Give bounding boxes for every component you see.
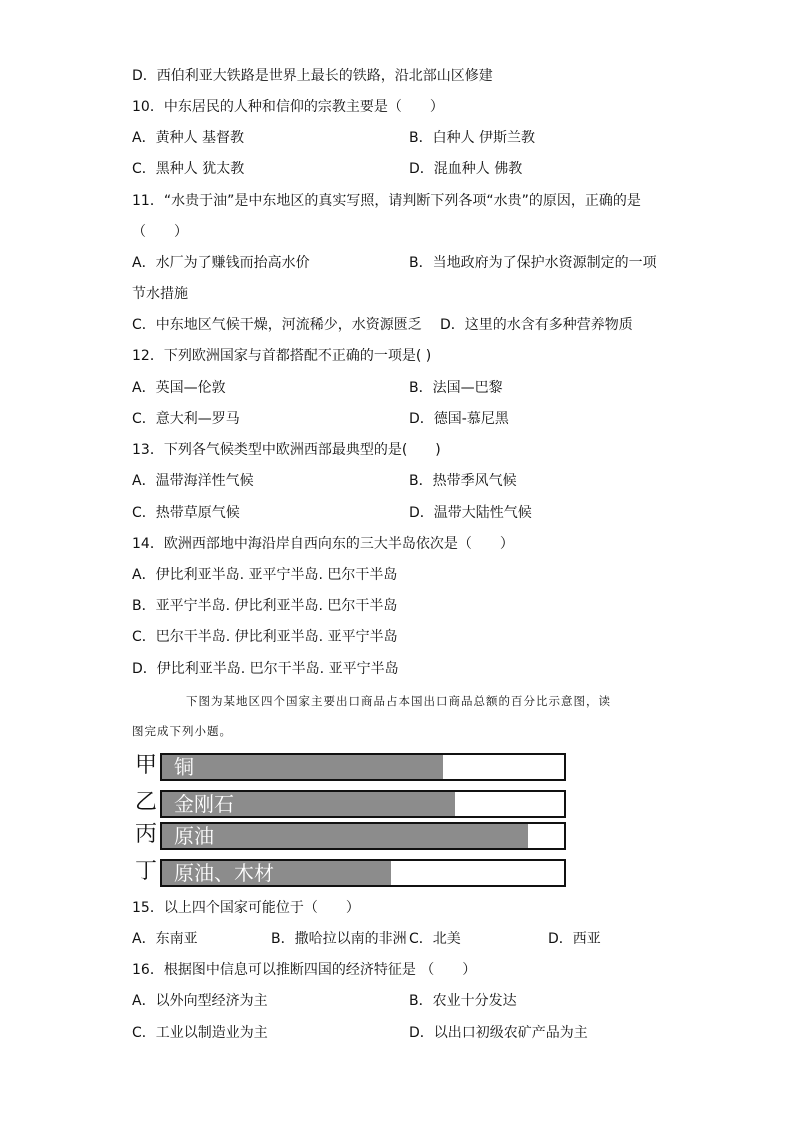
bar-category-label: 丁 [134,859,157,884]
bar-frame [160,753,566,781]
q16-option-a: A．以外向型经济为主 [132,993,268,1009]
q16-option-c: C．工业以制造业为主 [132,1025,268,1041]
q10-option-b: B．白种人 伊斯兰教 [409,130,536,146]
chart-intro-line1: 下图为某地区四个国家主要出口商品占本国出口商品总额的百分比示意图，读 [186,694,611,708]
question-11: 11．“水贵于油”是中东地区的真实写照，请判断下列各项“水贵”的原因，正确的是 [132,193,641,209]
question-13: 13．下列各气候类型中欧洲西部最典型的是( ) [132,442,441,458]
bar-commodity-label: 铜 [174,755,194,779]
question-14: 14．欧洲西部地中海沿岸自西向东的三大半岛依次是（ ） [132,536,514,552]
q12-option-c: C．意大利—罗马 [132,411,240,427]
q13-option-a: A．温带海洋性气候 [132,473,254,489]
q13-option-c: C．热带草原气候 [132,505,240,521]
q14-option-a: A．伊比利亚半岛. 亚平宁半岛. 巴尔干半岛 [132,567,398,583]
bar-commodity-label: 原油 [174,824,214,848]
q10-option-a: A．黄种人 基督教 [132,130,245,146]
q14-option-d: D．伊比利亚半岛. 巴尔干半岛. 亚平宁半岛 [132,661,399,677]
q14-option-b: B．亚平宁半岛. 伊比利亚半岛. 巴尔干半岛 [132,598,398,614]
question-11-paren: （ ） [132,224,188,240]
q11-option-c: C．中东地区气候干燥，河流稀少，水资源匮乏 [132,317,422,333]
question-16: 16．根据图中信息可以推断四国的经济特征是 （ ） [132,962,477,978]
q12-option-d: D．德国-慕尼黑 [409,411,509,427]
bar-category-label: 甲 [134,753,157,778]
q11-option-a: A．水厂为了赚钱而抬高水价 [132,255,310,271]
bar-frame [160,859,566,887]
q15-option-b: B．撒哈拉以南的非洲 [271,931,407,947]
question-15: 15．以上四个国家可能位于（ ） [132,900,360,916]
bar-frame [160,790,566,818]
q15-option-a: A．东南亚 [132,931,198,947]
question-10: 10．中东居民的人种和信仰的宗教主要是（ ） [132,99,444,115]
q12-option-b: B．法国—巴黎 [409,380,503,396]
q15-option-d: D．西亚 [548,931,601,947]
q14-option-c: C．巴尔干半岛. 伊比利亚半岛. 亚平宁半岛 [132,629,398,645]
q16-option-d: D．以出口初级农矿产品为主 [409,1025,588,1041]
bar-commodity-label: 金刚石 [174,792,234,816]
bar-fill [162,755,443,779]
q12-option-a: A．英国—伦敦 [132,380,226,396]
bar-category-label: 乙 [134,790,157,815]
option-d-q9: D．西伯利亚大铁路是世界上最长的铁路，沿北部山区修建 [132,68,493,84]
q11-option-b: B．当地政府为了保护水资源制定的一项 [409,255,657,271]
q13-option-d: D．温带大陆性气候 [409,505,532,521]
q10-option-d: D．混血种人 佛教 [409,161,523,177]
question-12: 12．下列欧洲国家与首都搭配不正确的一项是( ) [132,348,432,364]
q13-option-b: B．热带季风气候 [409,473,517,489]
q11-option-b-cont: 节水措施 [132,286,188,302]
chart-intro-line2: 图完成下列小题。 [132,724,232,738]
bar-category-label: 丙 [134,822,157,847]
q10-option-c: C．黑种人 犹太教 [132,161,245,177]
q16-option-b: B．农业十分发达 [409,993,517,1009]
q15-option-c: C．北美 [409,931,461,947]
q11-option-d: D．这里的水含有多种营养物质 [440,317,633,333]
bar-frame [160,822,566,850]
bar-commodity-label: 原油、木材 [174,861,274,885]
bar-fill [162,824,528,848]
